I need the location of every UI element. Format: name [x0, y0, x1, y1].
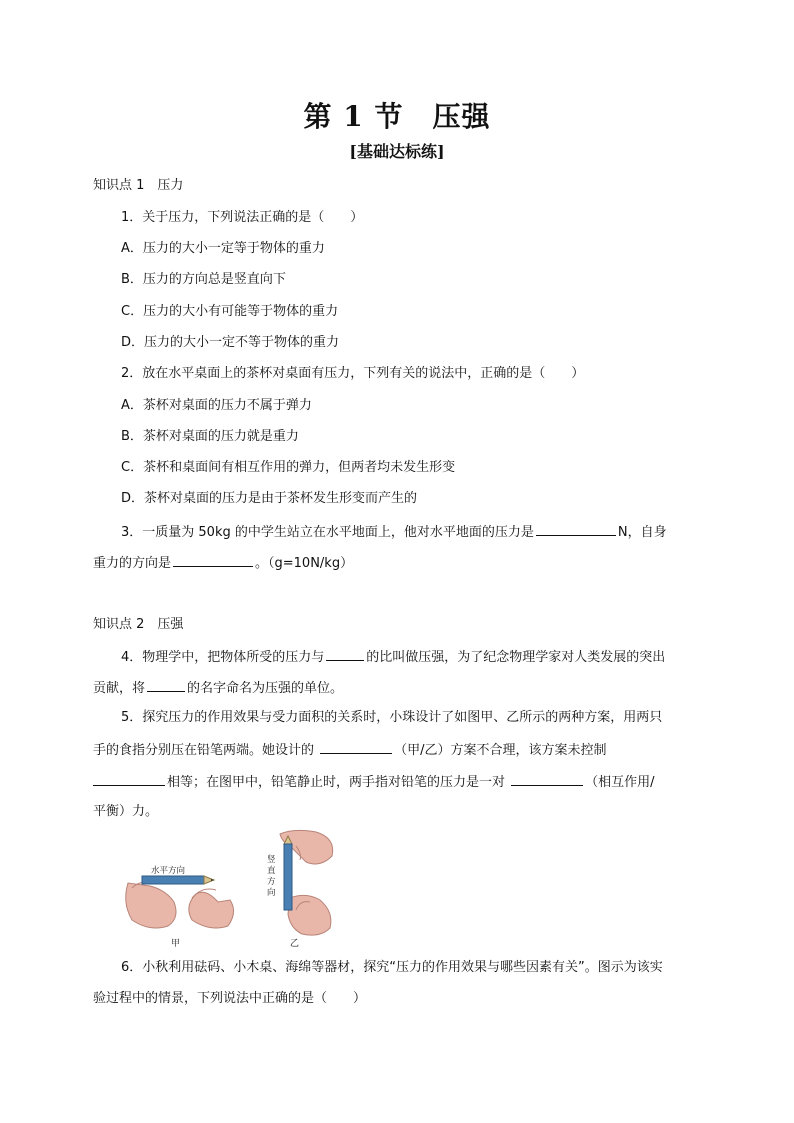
caption-b: 乙: [290, 939, 300, 949]
pencil-hands-illustration: [120, 828, 350, 953]
answer-blank[interactable]: [173, 552, 253, 567]
question-6-line-1: 6．小秋利用砝码、小木桌、海绵等器材，探究“压力的作用效果与哪些因素有关”。图示为该实: [121, 960, 663, 975]
question-5-text-c: 相等；在图甲中，铅笔静止时，两手指对铅笔的压力是一对: [167, 775, 510, 790]
answer-blank[interactable]: [536, 521, 616, 536]
question-4-text-c: 贡献，将: [93, 681, 146, 696]
question-5-line-1: 5．探究压力的作用效果与受力面积的关系时，小珠设计了如图甲、乙所示的两种方案，用两只: [121, 710, 663, 725]
answer-blank[interactable]: [320, 739, 392, 754]
answer-blank[interactable]: [511, 771, 583, 786]
question-3-text-d: 。（g=10N/kg）: [255, 556, 354, 571]
label-horizontal: 水平方向: [151, 866, 186, 876]
question-4-text-d: 的名字命名为压强的单位。: [187, 681, 344, 696]
question-2-option-d: D．茶杯对桌面的压力是由于茶杯发生形变而产生的: [121, 491, 418, 506]
question-4-text-a: 4．物理学中，把物体所受的压力与: [121, 650, 325, 665]
question-3-line-1: [121, 521, 667, 543]
question-4-text-b: 的比叫做压强，为了纪念物理学家对人类发展的突出: [366, 650, 666, 665]
question-3-text-b: N，自身: [617, 525, 667, 540]
answer-blank[interactable]: [326, 646, 364, 661]
figure-b-vertical: [267, 830, 333, 949]
question-4-line-1: [121, 646, 665, 668]
question-2-option-c: C．茶杯和桌面间有相互作用的弹力，但两者均未发生形变: [121, 460, 456, 475]
question-5-text-b: （甲/乙）方案不合理，该方案未控制: [394, 743, 607, 758]
question-5-text-a: 手的食指分别压在铅笔两端。她设计的: [93, 743, 319, 758]
question-5-line-4: 平衡）力。: [93, 804, 159, 819]
question-3-text-a: 3．一质量为 50kg 的中学生站立在水平地面上，他对水平地面的压力是: [121, 525, 534, 540]
section-heading-1: 知识点 1 压力: [93, 178, 184, 193]
answer-blank[interactable]: [147, 677, 185, 692]
label-vertical: 竖直方向: [267, 855, 276, 898]
question-1-option-c: C．压力的大小有可能等于物体的重力: [121, 304, 339, 319]
question-1-option-b: B．压力的方向总是竖直向下: [121, 272, 286, 287]
question-3-text-c: 重力的方向是: [93, 556, 172, 571]
question-1-option-a: A．压力的大小一定等于物体的重力: [121, 241, 325, 256]
figure-a-horizontal: [126, 865, 234, 949]
question-1-stem: 1．关于压力，下列说法正确的是（ ）: [121, 210, 364, 225]
page-title: 第 1 节 压强: [303, 100, 491, 133]
question-5-line-2: [93, 739, 607, 761]
question-5-line-3: [93, 771, 655, 793]
question-5-text-d: （相互作用/: [585, 775, 655, 790]
question-4-line-2: [93, 677, 343, 699]
section-heading-2: 知识点 2 压强: [93, 617, 184, 632]
answer-blank[interactable]: [93, 771, 165, 786]
pencil-experiment-figure: [120, 828, 350, 953]
question-1-option-d: D．压力的大小一定不等于物体的重力: [121, 335, 340, 350]
page-subtitle: [基础达标练]: [349, 142, 445, 161]
question-6-line-2: 验过程中的情景，下列说法中正确的是（ ）: [93, 991, 367, 1006]
question-3-line-2: [93, 552, 353, 574]
question-2-option-b: B．茶杯对桌面的压力就是重力: [121, 429, 299, 444]
question-2-option-a: A．茶杯对桌面的压力不属于弹力: [121, 398, 312, 413]
question-2-stem: 2．放在水平桌面上的茶杯对桌面有压力，下列有关的说法中，正确的是（ ）: [121, 366, 585, 381]
caption-a: 甲: [171, 939, 181, 949]
